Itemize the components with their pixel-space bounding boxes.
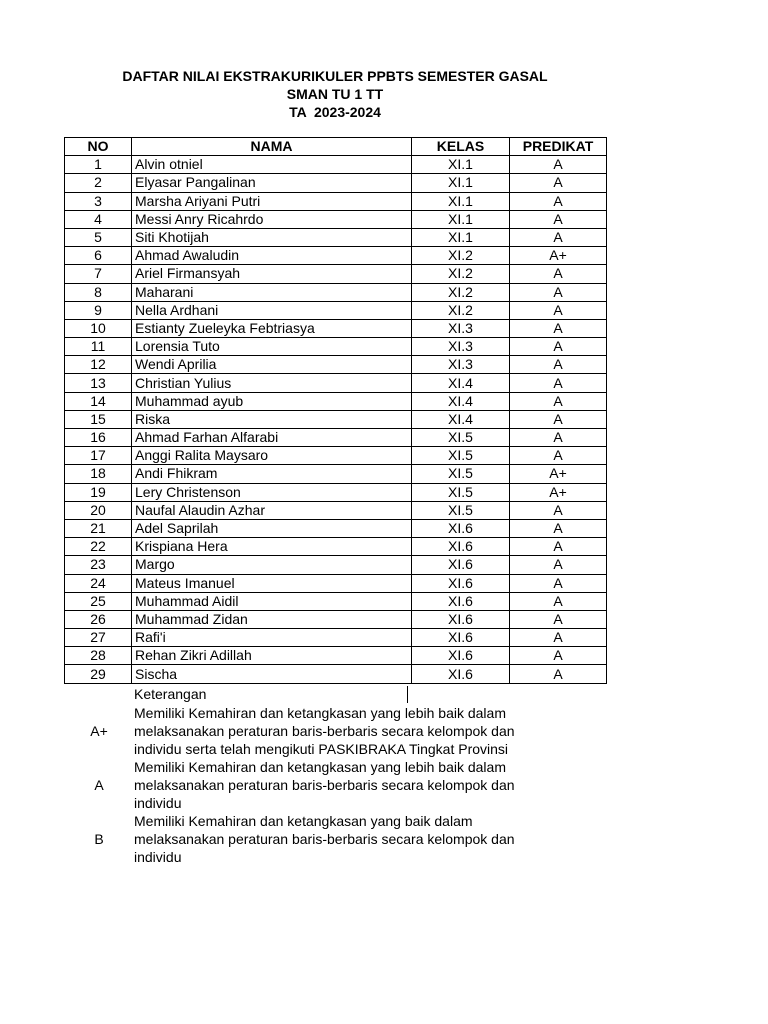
cell-no: 7 <box>65 265 132 283</box>
cell-no: 5 <box>65 228 132 246</box>
cell-nama: Lery Christenson <box>132 483 412 501</box>
cell-nama: Krispiana Hera <box>132 538 412 556</box>
cell-predikat: A <box>510 629 607 647</box>
cell-no: 20 <box>65 501 132 519</box>
cell-nama: Siti Khotijah <box>132 228 412 246</box>
cell-no: 25 <box>65 592 132 610</box>
table-row <box>65 538 607 556</box>
cell-predikat: A+ <box>510 247 607 265</box>
cell-no: 6 <box>65 247 132 265</box>
cell-nama: Muhammad Aidil <box>132 592 412 610</box>
cell-no: 10 <box>65 319 132 337</box>
table-row <box>65 519 607 537</box>
cell-no: 21 <box>65 519 132 537</box>
table-row <box>65 610 607 628</box>
cell-kelas: XI.1 <box>412 210 510 228</box>
table-row <box>65 156 607 174</box>
table-row <box>65 374 607 392</box>
table-row <box>65 338 607 356</box>
cell-nama: Nella Ardhani <box>132 301 412 319</box>
cell-nama: Riska <box>132 410 412 428</box>
legend-description-line: melaksanakan peraturan baris-berbaris secara kelompok dan <box>134 723 515 739</box>
cell-kelas: XI.6 <box>412 556 510 574</box>
cell-kelas: XI.1 <box>412 228 510 246</box>
cell-nama: Ahmad Awaludin <box>132 247 412 265</box>
legend-description-line: Memiliki Kemahiran dan ketangkasan yang lebih baik dalam <box>134 705 506 721</box>
cell-predikat: A <box>510 356 607 374</box>
table-row <box>65 356 607 374</box>
cell-no: 2 <box>65 174 132 192</box>
table-row <box>65 447 607 465</box>
cell-nama: Ahmad Farhan Alfarabi <box>132 429 412 447</box>
cell-no: 13 <box>65 374 132 392</box>
cell-nama: Elyasar Pangalinan <box>132 174 412 192</box>
cell-predikat: A <box>510 392 607 410</box>
column-header-predikat: PREDIKAT <box>510 138 607 156</box>
legend-description <box>134 812 574 866</box>
cell-no: 28 <box>65 647 132 665</box>
cell-nama: Adel Saprilah <box>132 519 412 537</box>
cell-no: 1 <box>65 156 132 174</box>
cell-predikat: A <box>510 447 607 465</box>
cell-no: 14 <box>65 392 132 410</box>
cell-no: 12 <box>65 356 132 374</box>
cell-no: 16 <box>65 429 132 447</box>
legend-description <box>134 758 574 812</box>
cell-predikat: A+ <box>510 465 607 483</box>
cell-predikat: A <box>510 538 607 556</box>
grade-table <box>64 137 607 684</box>
table-row <box>65 301 607 319</box>
cell-nama: Muhammad Zidan <box>132 610 412 628</box>
cell-kelas: XI.6 <box>412 519 510 537</box>
cell-nama: Lorensia Tuto <box>132 338 412 356</box>
cell-kelas: XI.6 <box>412 629 510 647</box>
cell-kelas: XI.3 <box>412 319 510 337</box>
cell-kelas: XI.5 <box>412 447 510 465</box>
cell-nama: Alvin otniel <box>132 156 412 174</box>
cell-predikat: A <box>510 283 607 301</box>
cell-predikat: A <box>510 228 607 246</box>
table-row <box>65 228 607 246</box>
cell-predikat: A <box>510 265 607 283</box>
table-row <box>65 556 607 574</box>
keterangan-divider <box>407 686 408 703</box>
legend-description-line: individu serta telah mengikuti PASKIBRAKA Tingkat Provinsi <box>134 741 509 757</box>
table-row <box>65 501 607 519</box>
cell-kelas: XI.4 <box>412 374 510 392</box>
cell-no: 29 <box>65 665 132 683</box>
legend-code: B <box>94 831 104 847</box>
cell-nama: Rafi'i <box>132 629 412 647</box>
cell-predikat: A <box>510 429 607 447</box>
column-header-nama: NAMA <box>132 138 412 156</box>
cell-predikat: A <box>510 192 607 210</box>
cell-kelas: XI.6 <box>412 647 510 665</box>
table-row <box>65 410 607 428</box>
table-row <box>65 665 607 683</box>
cell-nama: Messi Anry Ricahrdo <box>132 210 412 228</box>
cell-no: 26 <box>65 610 132 628</box>
cell-nama: Wendi Aprilia <box>132 356 412 374</box>
cell-predikat: A <box>510 665 607 683</box>
legend-description-line: Memiliki Kemahiran dan ketangkasan yang lebih baik dalam <box>134 759 506 775</box>
cell-kelas: XI.2 <box>412 247 510 265</box>
cell-no: 15 <box>65 410 132 428</box>
legend-description <box>134 704 574 758</box>
cell-kelas: XI.5 <box>412 501 510 519</box>
cell-kelas: XI.5 <box>412 465 510 483</box>
table-row <box>65 265 607 283</box>
cell-predikat: A <box>510 592 607 610</box>
cell-kelas: XI.2 <box>412 283 510 301</box>
cell-no: 24 <box>65 574 132 592</box>
cell-nama: Marsha Ariyani Putri <box>132 192 412 210</box>
table-row <box>65 429 607 447</box>
table-row <box>65 319 607 337</box>
document-title: DAFTAR NILAI EKSTRAKURIKULER PPBTS SEMESTER GASAL <box>122 68 548 84</box>
cell-nama: Ariel Firmansyah <box>132 265 412 283</box>
cell-nama: Anggi Ralita Maysaro <box>132 447 412 465</box>
cell-kelas: XI.1 <box>412 156 510 174</box>
cell-kelas: XI.2 <box>412 301 510 319</box>
table-row <box>65 574 607 592</box>
cell-nama: Estianty Zueleyka Febtriasya <box>132 319 412 337</box>
cell-kelas: XI.4 <box>412 392 510 410</box>
cell-kelas: XI.2 <box>412 265 510 283</box>
table-row <box>65 592 607 610</box>
cell-nama: Andi Fhikram <box>132 465 412 483</box>
cell-nama: Mateus Imanuel <box>132 574 412 592</box>
cell-kelas: XI.4 <box>412 410 510 428</box>
school-name: SMAN TU 1 TT <box>286 86 384 102</box>
cell-predikat: A <box>510 174 607 192</box>
cell-no: 3 <box>65 192 132 210</box>
cell-kelas: XI.1 <box>412 174 510 192</box>
table-row <box>65 465 607 483</box>
cell-predikat: A <box>510 519 607 537</box>
legend-description-line: melaksanakan peraturan baris-berbaris secara kelompok dan <box>134 831 515 847</box>
column-header-kelas: KELAS <box>412 138 510 156</box>
cell-kelas: XI.3 <box>412 338 510 356</box>
table-row <box>65 247 607 265</box>
table-header-row <box>65 138 607 156</box>
cell-predikat: A <box>510 374 607 392</box>
cell-no: 8 <box>65 283 132 301</box>
cell-predikat: A <box>510 556 607 574</box>
cell-kelas: XI.5 <box>412 429 510 447</box>
cell-kelas: XI.6 <box>412 538 510 556</box>
cell-no: 4 <box>65 210 132 228</box>
cell-predikat: A <box>510 574 607 592</box>
cell-kelas: XI.1 <box>412 192 510 210</box>
cell-predikat: A+ <box>510 483 607 501</box>
legend-description-line: individu <box>134 795 182 811</box>
table-row <box>65 192 607 210</box>
cell-predikat: A <box>510 610 607 628</box>
legend-description-line: melaksanakan peraturan baris-berbaris secara kelompok dan <box>134 777 515 793</box>
table-row <box>65 210 607 228</box>
cell-predikat: A <box>510 338 607 356</box>
cell-no: 17 <box>65 447 132 465</box>
cell-no: 27 <box>65 629 132 647</box>
table-row <box>65 629 607 647</box>
cell-no: 23 <box>65 556 132 574</box>
cell-predikat: A <box>510 410 607 428</box>
table-row <box>65 647 607 665</box>
cell-predikat: A <box>510 156 607 174</box>
cell-kelas: XI.3 <box>412 356 510 374</box>
cell-kelas: XI.5 <box>412 483 510 501</box>
cell-nama: Margo <box>132 556 412 574</box>
cell-kelas: XI.6 <box>412 665 510 683</box>
cell-nama: Muhammad ayub <box>132 392 412 410</box>
cell-predikat: A <box>510 301 607 319</box>
cell-no: 19 <box>65 483 132 501</box>
cell-nama: Sischa <box>132 665 412 683</box>
legend-description-line: Memiliki Kemahiran dan ketangkasan yang baik dalam <box>134 813 473 829</box>
cell-kelas: XI.6 <box>412 610 510 628</box>
cell-kelas: XI.6 <box>412 592 510 610</box>
legend-description-line: individu <box>134 849 182 865</box>
table-row <box>65 483 607 501</box>
cell-nama: Christian Yulius <box>132 374 412 392</box>
cell-predikat: A <box>510 501 607 519</box>
table-row <box>65 174 607 192</box>
academic-year: TA 2023-2024 <box>289 104 381 120</box>
table-row <box>65 283 607 301</box>
legend-code: A+ <box>90 723 108 739</box>
cell-predikat: A <box>510 647 607 665</box>
keterangan-label: Keterangan <box>134 686 207 702</box>
cell-no: 11 <box>65 338 132 356</box>
cell-kelas: XI.6 <box>412 574 510 592</box>
legend-code: A <box>94 777 104 793</box>
column-header-no: NO <box>65 138 132 156</box>
cell-no: 22 <box>65 538 132 556</box>
cell-predikat: A <box>510 319 607 337</box>
cell-no: 9 <box>65 301 132 319</box>
table-row <box>65 392 607 410</box>
cell-nama: Rehan Zikri Adillah <box>132 647 412 665</box>
cell-nama: Naufal Alaudin Azhar <box>132 501 412 519</box>
cell-predikat: A <box>510 210 607 228</box>
cell-nama: Maharani <box>132 283 412 301</box>
cell-no: 18 <box>65 465 132 483</box>
